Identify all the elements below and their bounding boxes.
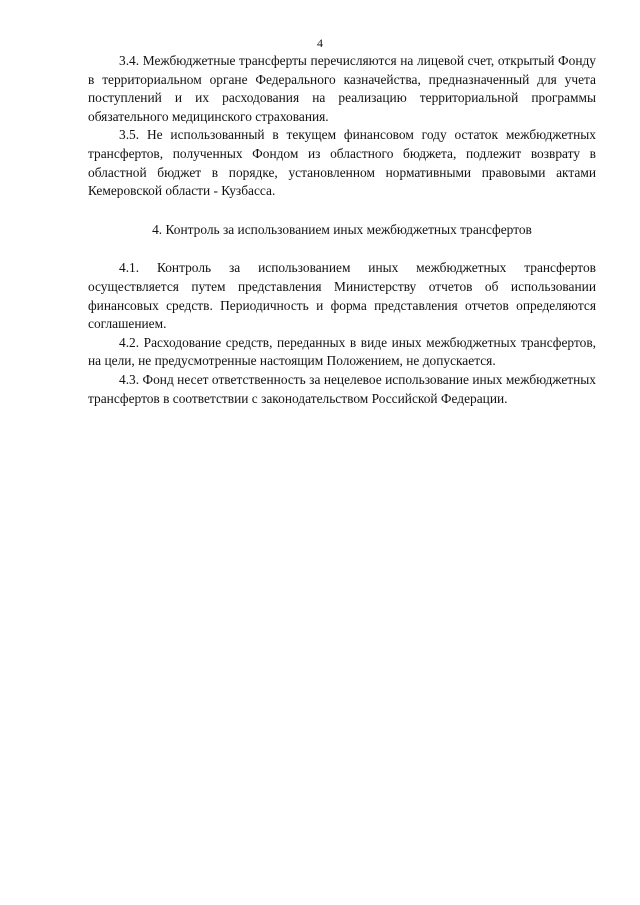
- document-body: [88, 52, 596, 408]
- section-4-heading: 4. Контроль за использованием иных межбюджетных трансфертов: [152, 221, 532, 237]
- page-number: 4: [317, 36, 323, 50]
- paragraph-3-5: 3.5. Не использованный в текущем финансовом году остаток межбюджетных трансфертов, полученных Фондом из областного бюджета, подлежит возврату в областной бюджет в порядке, установленном нормативными правовыми актами Кемеровской области - Кузбасса.: [88, 127, 596, 199]
- paragraph-4-2: 4.2. Расходование средств, переданных в виде иных межбюджетных трансфертов, на цели, не предусмотренные настоящим Положением, не допускается.: [88, 334, 596, 369]
- paragraph-4-1: 4.1. Контроль за использованием иных межбюджетных трансфертов осуществляется путем представления Министерству отчетов об использовании финансовых средств. Периодичность и форма представления отчетов определяются соглашением.: [88, 260, 596, 332]
- paragraph-3-4: 3.4. Межбюджетные трансферты перечисляются на лицевой счет, открытый Фонду в территориальном органе Федерального казначейства, предназначенный для учета поступлений и их расходования на реализацию территориальной программы обязательного медицинского страхования.: [88, 53, 596, 124]
- paragraph-4-3: 4.3. Фонд несет ответственность за нецелевое использование иных межбюджетных трансфертов в соответствии с законодательством Российской Федерации.: [88, 371, 596, 406]
